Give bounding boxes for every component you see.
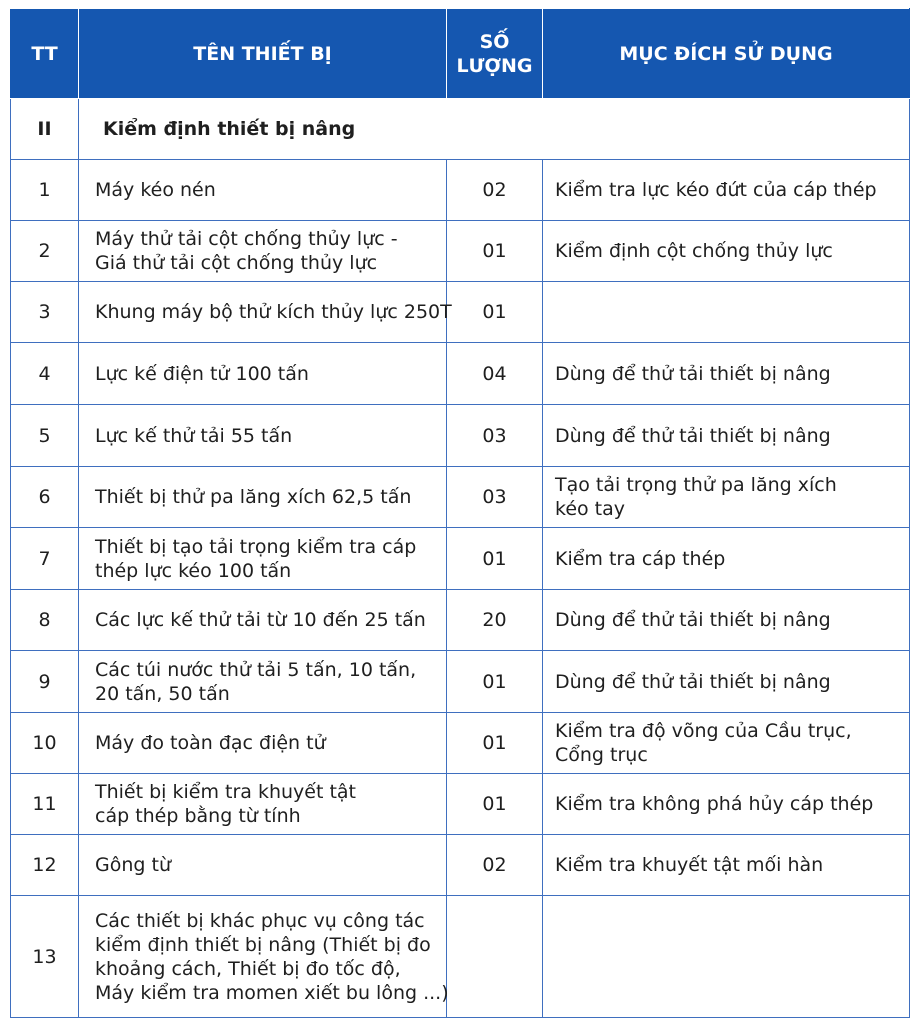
quantity: 04 [447,343,543,405]
quantity: 02 [447,835,543,896]
usage-purpose [543,282,910,343]
equipment-name-line: Máy đo toàn đạc điện tử [95,732,326,754]
usage-purpose [543,896,910,1018]
equipment-name-line: Lực kế thử tải 55 tấn [95,424,293,447]
header-purpose: MỤC ĐÍCH SỬ DỤNG [543,9,910,99]
quantity: 01 [447,528,543,590]
equipment-name-line: Thiết bị tạo tải trọng kiểm tra cáp [95,535,417,558]
usage-purpose-line: Dùng để thử tải thiết bị nâng [555,670,831,693]
equipment-name [79,713,447,774]
usage-purpose [543,405,910,467]
equipment-name-line: 20 tấn, 50 tấn [95,682,230,705]
usage-purpose-line: Kiểm tra không phá hủy cáp thép [555,793,874,815]
quantity: 01 [447,651,543,713]
row-number: 4 [11,343,79,405]
table-row [11,713,910,774]
equipment-name-line: thép lực kéo 100 tấn [95,559,292,582]
quantity: 01 [447,774,543,835]
header-tt: TT [11,9,79,99]
row-number: 12 [11,835,79,896]
equipment-name [79,590,447,651]
quantity: 02 [447,160,543,221]
quantity: 01 [447,221,543,282]
section-number: II [11,99,79,160]
quantity: 03 [447,467,543,528]
equipment-table [10,8,910,1018]
row-number: 10 [11,713,79,774]
equipment-name-line: Lực kế điện tử 100 tấn [95,362,309,385]
equipment-name-line: Khung máy bộ thử kích thủy lực 250T [95,301,452,323]
table-row [11,835,910,896]
equipment-name [79,896,447,1018]
section-row [11,99,910,160]
header-quantity [447,9,543,99]
usage-purpose-line: Dùng để thử tải thiết bị nâng [555,424,831,447]
equipment-name [79,405,447,467]
table-row [11,651,910,713]
equipment-name-line: Máy kiểm tra momen xiết bu lông ...) [95,981,449,1004]
usage-purpose-line: Dùng để thử tải thiết bị nâng [555,609,831,631]
usage-purpose-line: Dùng để thử tải thiết bị nâng [555,362,831,385]
table-row [11,282,910,343]
equipment-name [79,835,447,896]
header-quantity-line2: LƯỢNG [456,54,533,77]
equipment-name [79,467,447,528]
usage-purpose-line: Kiểm định cột chống thủy lực [555,240,833,262]
equipment-name [79,343,447,405]
usage-purpose-line: kéo tay [555,498,626,520]
row-number: 9 [11,651,79,713]
table-row [11,896,910,1018]
section-title: Kiểm định thiết bị nâng [79,99,910,160]
table-row [11,774,910,835]
row-number: 6 [11,467,79,528]
usage-purpose [543,343,910,405]
usage-purpose-line: Kiểm tra khuyết tật mối hàn [555,854,824,876]
equipment-name-line: Các thiết bị khác phục vụ công tác [95,909,425,932]
usage-purpose [543,713,910,774]
header-quantity-line1: SỐ [479,30,510,53]
equipment-name [79,528,447,590]
table-row [11,221,910,282]
row-number: 13 [11,896,79,1018]
row-number: 7 [11,528,79,590]
quantity: 01 [447,282,543,343]
usage-purpose-line: Kiểm tra lực kéo đứt của cáp thép [555,179,877,201]
usage-purpose-line: Tạo tải trọng thử pa lăng xích [555,474,837,496]
table-row [11,467,910,528]
usage-purpose [543,774,910,835]
equipment-name [79,774,447,835]
usage-purpose [543,221,910,282]
quantity: 01 [447,713,543,774]
equipment-name [79,221,447,282]
equipment-name [79,160,447,221]
usage-purpose [543,835,910,896]
equipment-table-container [10,8,909,1018]
table-row [11,405,910,467]
equipment-name [79,282,452,343]
equipment-name-line: cáp thép bằng từ tính [95,805,301,827]
usage-purpose [543,467,910,528]
equipment-name-line: Các lực kế thử tải từ 10 đến 25 tấn [95,609,426,631]
row-number: 8 [11,590,79,651]
equipment-name-line: Thiết bị thử pa lăng xích 62,5 tấn [95,486,412,508]
table-row [11,160,910,221]
row-number: 3 [11,282,79,343]
table-row [11,590,910,651]
header-name: TÊN THIẾT BỊ [79,9,447,99]
table-header-row [11,9,910,99]
usage-purpose-line: Cổng trục [555,744,648,766]
usage-purpose [543,160,910,221]
quantity: 03 [447,405,543,467]
equipment-name-line: Thiết bị kiểm tra khuyết tật [95,781,356,803]
table-row [11,343,910,405]
table-row [11,528,910,590]
usage-purpose [543,590,910,651]
usage-purpose [543,651,910,713]
equipment-name-line: khoảng cách, Thiết bị đo tốc độ, [95,957,401,980]
row-number: 2 [11,221,79,282]
usage-purpose [543,528,910,590]
row-number: 1 [11,160,79,221]
equipment-name-line: Giá thử tải cột chống thủy lực [95,252,378,274]
quantity [447,896,543,1018]
equipment-name-line: Gông từ [95,854,171,876]
usage-purpose-line: Kiểm tra cáp thép [555,547,726,570]
row-number: 5 [11,405,79,467]
equipment-name [79,651,447,713]
equipment-name-line: Máy kéo nén [95,179,216,201]
quantity: 20 [447,590,543,651]
equipment-name-line: kiểm định thiết bị nâng (Thiết bị đo [95,933,431,956]
row-number: 11 [11,774,79,835]
equipment-name-line: Máy thử tải cột chống thủy lực - [95,228,398,250]
usage-purpose-line: Kiểm tra độ võng của Cầu trục, [555,720,852,742]
equipment-name-line: Các túi nước thử tải 5 tấn, 10 tấn, [95,658,417,681]
